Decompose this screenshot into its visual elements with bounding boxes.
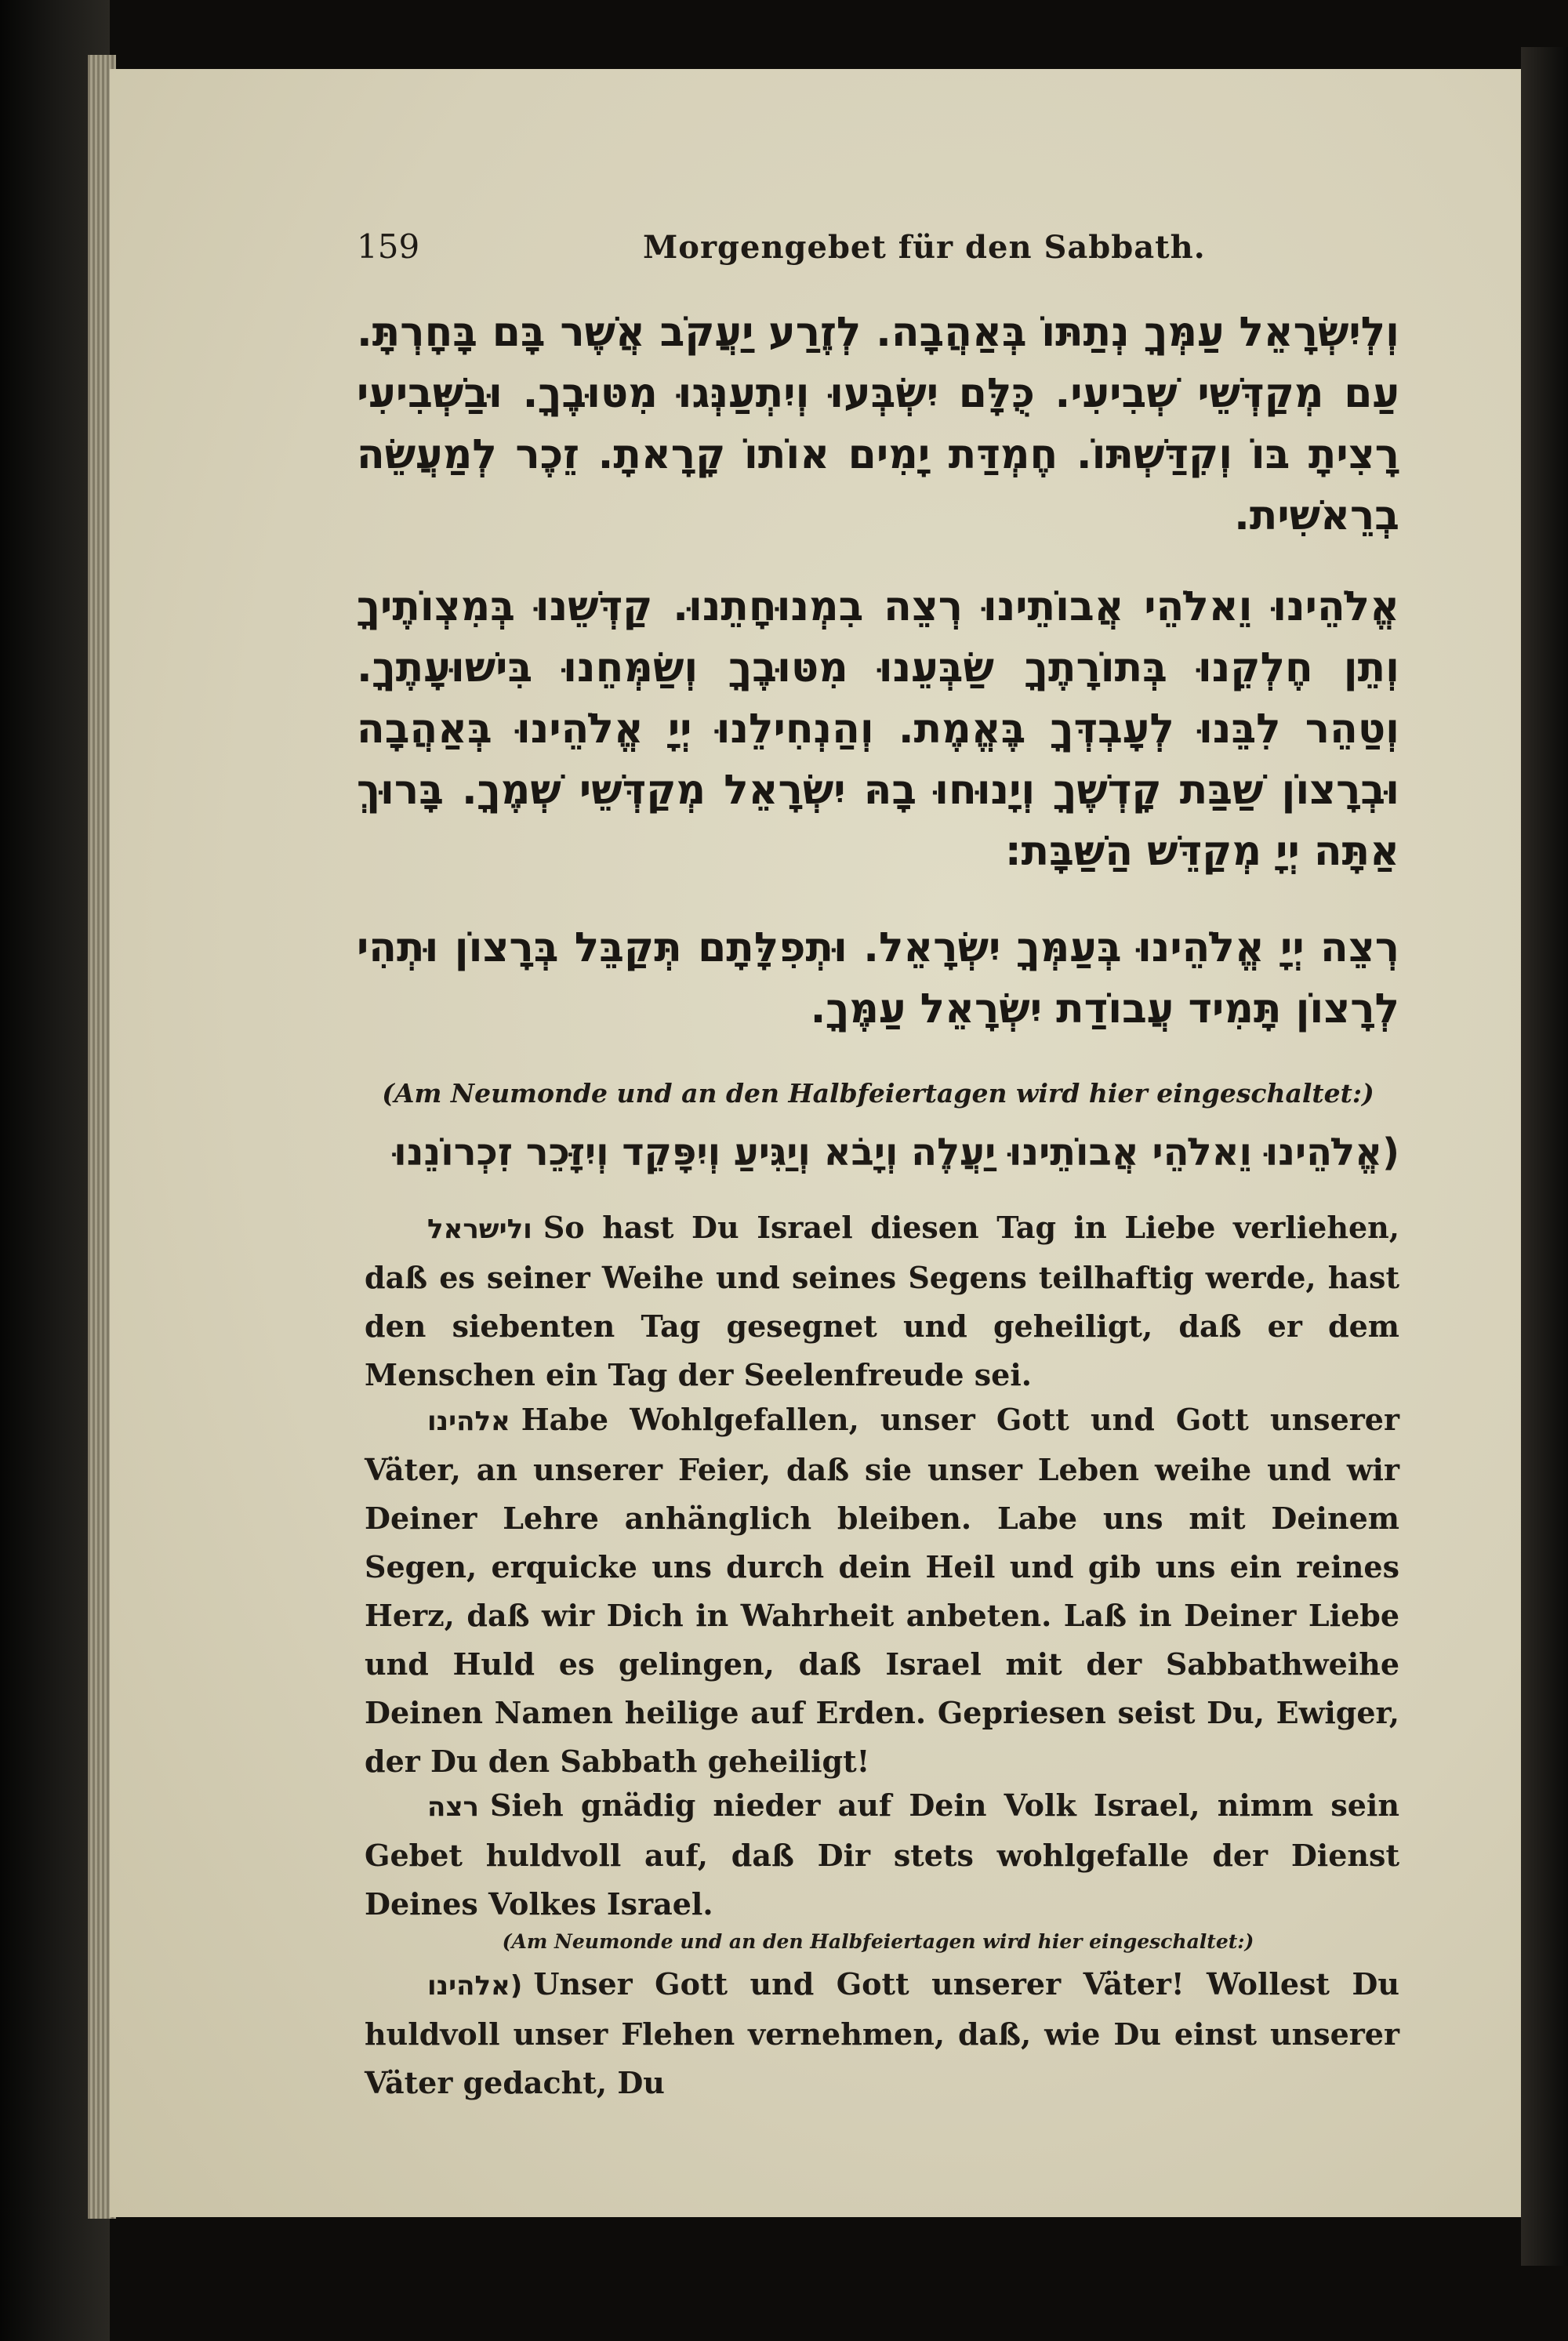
hebrew-keyword: רצה bbox=[427, 1791, 480, 1823]
german-body: Sieh gnädig nieder auf Dein Volk Israel, nimm sein Gebet huldvoll auf, daß Dir stets wohlgefalle der Dienst Deines Volkes Israel. bbox=[365, 1788, 1399, 1922]
hebrew-text: רְצֵה יְיָ אֱלֹהֵינוּ בְּעַמְּךָ יִשְׂרָאֵל. וּתְפִלָּתָם תְּקַבֵּל בְּרָצוֹן וּתְהִי לְרָצוֹן תָּמִיד עֲבוֹדַת יִשְׂרָאֵל עַמֶּךָ. bbox=[357, 924, 1399, 1033]
right-shadow bbox=[1521, 47, 1568, 2266]
german-paragraph-4 bbox=[365, 1960, 1399, 2107]
hebrew-paragraph-2 bbox=[357, 576, 1399, 882]
page-header bbox=[357, 227, 1399, 274]
running-title: Morgengebet für den Sabbath. bbox=[643, 229, 1206, 266]
hebrew-paragraph-1 bbox=[357, 302, 1399, 546]
german-text bbox=[365, 1396, 1399, 1786]
german-paragraph-3 bbox=[365, 1781, 1399, 1929]
german-text bbox=[365, 1203, 1399, 1399]
insertion-note-small: (Am Neumonde und an den Halbfeiertagen wird hier eingeschaltet:) bbox=[502, 1930, 1254, 1953]
hebrew-paragraph-3 bbox=[357, 917, 1399, 1040]
hebrew-text: אֱלֹהֵינוּ וֵאלֹהֵי אֲבוֹתֵינוּ רְצֵה בִמְנוּחָתֵנוּ. קַדְּשֵׁנוּ בְּמִצְוֹתֶיךָ וְתֵן חֶלְקֵנוּ בְּתוֹרָתֶךָ שַׂבְּעֵנוּ מִטּוּבֶךָ וְשַׂמְּחֵנוּ בִּישׁוּעָתֶךָ. וְטַהֵר לִבֵּנוּ לְעָבְדְּךָ בֶּאֱמֶת. וְהַנְחִילֵנוּ יְיָ אֱלֹהֵינוּ בְּאַהֲבָה וּבְרָצוֹן שַׁבַּת קָדְשֶׁךָ וְיָנוּחוּ בָהּ יִשְׂרָאֵל מְקַדְּשֵׁי שְׁמֶךָ. בָּרוּךְ אַתָּה יְיָ מְקַדֵּשׁ הַשַּׁבָּת: bbox=[357, 583, 1399, 875]
german-paragraph-1 bbox=[365, 1203, 1399, 1399]
insertion-note: (Am Neumonde und an den Halbfeiertagen wird hier eingeschaltet:) bbox=[382, 1078, 1374, 1109]
hebrew-keyword: אלהינו bbox=[427, 1406, 510, 1437]
german-text bbox=[365, 1960, 1399, 2107]
german-paragraph-2 bbox=[365, 1396, 1399, 1786]
german-text bbox=[365, 1781, 1399, 1929]
hebrew-keyword: (אלהינו bbox=[427, 1970, 523, 2002]
german-body: So hast Du Israel diesen Tag in Liebe verliehen, daß es seiner Weihe und seines Segens teilhaftig werde, hast den siebenten Tag gesegnet und geheiligt, daß er dem Menschen ein Tag der Seelenfreude sei. bbox=[365, 1210, 1399, 1392]
page-number: 159 bbox=[357, 227, 420, 266]
hebrew-text: וְלְיִשְׂרָאֵל עַמְּךָ נְתַתּוֹ בְּאַהֲבָה. לְזֶרַע יַעֲקֹב אֲשֶׁר בָּם בָּחָרְתָּ. עַם מְקַדְּשֵׁי שְׁבִיעִי. כֻּלָּם יִשְׂבְּעוּ וְיִתְעַנְּגוּ מִטּוּבֶךָ. וּבַשְּׁבִיעִי רָצִיתָ בּוֹ וְקִדַּשְׁתּוֹ. חֶמְדַּת יָמִים אוֹתוֹ קָרָאתָ. זֵכֶר לְמַעֲשֵׂה בְרֵאשִׁית. bbox=[357, 309, 1399, 539]
german-body: Habe Wohlgefallen, unser Gott und Gott unserer Väter, an unserer Feier, daß sie unser Leben weihe und wir Deiner Lehre anhänglich bleiben. Labe uns mit Deinem Segen, erquicke uns durch dein Heil und gib uns ein reines Herz, daß wir Dich in Wahrheit anbeten. Laß in Deiner Liebe und Huld es gelingen, daß Israel mit der Sabbathweihe Deinen Namen heilige auf Erden. Gepriesen seist Du, Ewiger, der Du den Sabbath geheiligt! bbox=[365, 1402, 1399, 1779]
hebrew-insertion: (אֱלֹהֵינוּ וֵאלֹהֵי אֲבוֹתֵינוּ יַעֲלֶה וְיָבֹא וְיַגִּיעַ וְיִפָּקֵד וְיִזָּכֵר זִכְרוֹנֵנוּ bbox=[394, 1131, 1399, 1174]
german-body: Unser Gott und Gott unserer Väter! Wollest Du huldvoll unser Flehen vernehmen, daß, wie Du einst unserer Väter gedacht, Du bbox=[365, 1966, 1399, 2100]
hebrew-keyword: ולישראל bbox=[427, 1214, 532, 1245]
